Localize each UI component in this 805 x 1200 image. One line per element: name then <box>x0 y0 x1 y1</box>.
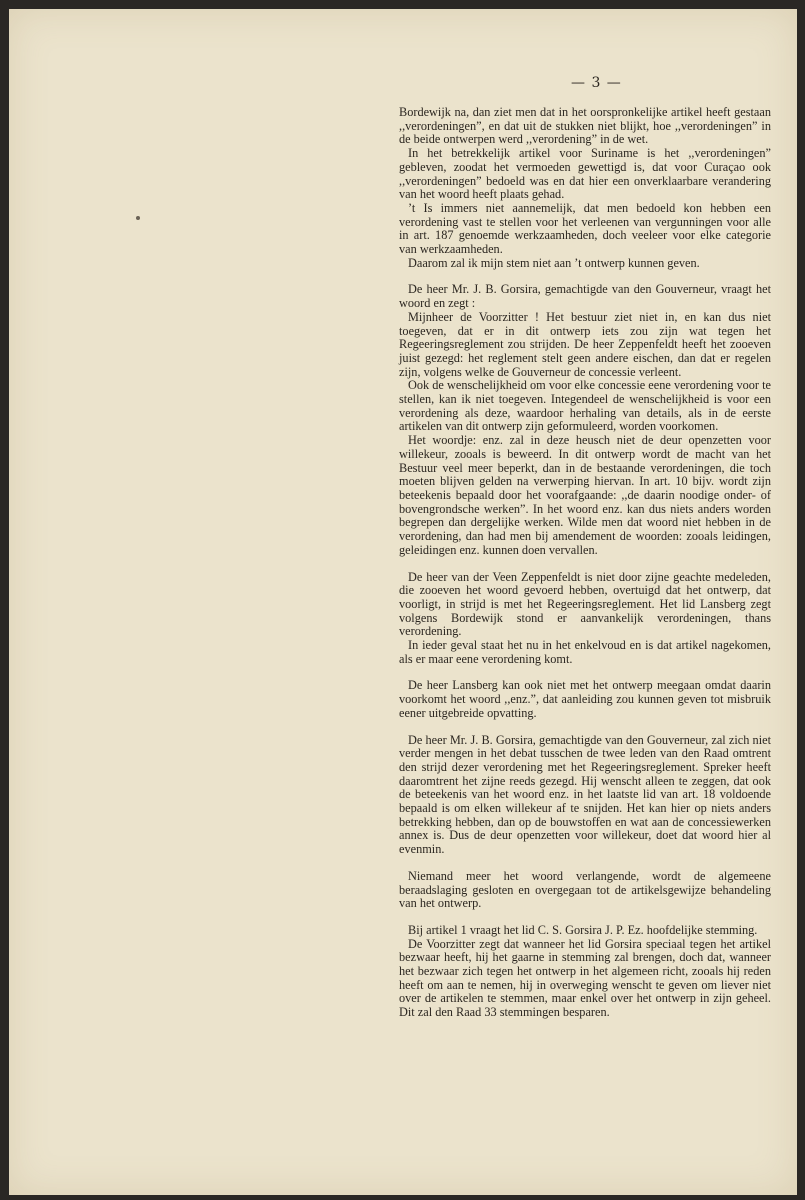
paragraph: Ook de wenschelijkheid om voor elke concessie eene verordening voor te stellen, kan ik niet toegeven. Integendeel de wenschelijkheid is voor een verordening als deze, waardoor herhaling van details, als in de eerste artikelen van dit ontwerp zijn geformuleerd, worden voorkomen. <box>399 378 771 434</box>
paragraph: Bordewijk na, dan ziet men dat in het oorspronkelijke artikel heeft gestaan ,,verordeningen”, en dat uit de stukken niet blijkt, hoe ,,verordeningen” in de beide ontwerpen werd ,,verordening” in de wet. <box>399 105 771 147</box>
paragraph: ’t Is immers niet aannemelijk, dat men bedoeld kon hebben een verordening vast te stellen voor het verleenen van vergunningen voor alle in art. 187 genoemde werkzaamheden, doch veeleer voor elke categorie van werkzaamheden. <box>399 200 771 257</box>
page-number: — 3 — <box>571 75 622 91</box>
paragraph: Mijnheer de Voorzitter ! Het bestuur ziet niet in, en kan dus niet toegeven, dat er in dit ontwerp iets zou zijn wat tegen het Regeeringsreglement zou strijden. De heer Zeppenfeldt heeft het zooeven juist gezegd: het reglement stelt geen andere eischen, dan dat er regelen zijn, volgens welke de Gouverneur de concessie verleent. <box>399 309 771 379</box>
margin-mark <box>136 216 140 220</box>
paragraph: Niemand meer het woord verlangende, wordt de algemeene beraadslaging gesloten en overgegaan tot de artikelsgewijze behandeling van het ontwerp. <box>399 868 771 911</box>
paragraph: In het betrekkelijk artikel voor Suriname is het ,,verordeningen” gebleven, zoodat het vermoeden gewettigd is, dat voor Curaçao ook ,,verordeningen” bedoeld was en dat hier een onverklaarbare verandering van het woord heeft plaats gehad. <box>399 146 771 202</box>
paragraph: Daarom zal ik mijn stem niet aan ’t ontwerp kunnen geven. <box>408 255 700 270</box>
paragraph: De heer Mr. J. B. Gorsira, gemachtigde van den Gouverneur, vraagt het woord en zegt : <box>399 282 771 311</box>
paragraph: De Voorzitter zegt dat wanneer het lid Gorsira speciaal tegen het artikel bezwaar heeft, hij het gaarne in stemming zal brengen, doch dat, wanneer het bezwaar zich tegen het ontwerp in het algemeen richt, zooals hij reden heeft om aan te nemen, hij in overweging wenscht te geven om liever niet over de artikelen te stemmen, maar enkel over het ontwerp in zijn geheel. Dit zal den Raad 33 stemmingen besparen. <box>399 936 771 1020</box>
paragraph: De heer van der Veen Zeppenfeldt is niet door zijne geachte medeleden, die zooeven het woord gevoerd hebben, overtuigd dat het ontwerp, dat voorligt, in strijd is met het Regeeringsreglement. Het lid Lansberg zegt volgens Bordewijk stond er aanvankelijk verordeningen, thans verordening. <box>399 569 771 639</box>
paragraph: Bij artikel 1 vraagt het lid C. S. Gorsira J. P. Ez. hoofdelijke stemming. <box>408 922 758 937</box>
paragraph: De heer Mr. J. B. Gorsira, gemachtigde van den Gouverneur, zal zich niet verder mengen in het debat tusschen de twee leden van den Raad omtrent den strijd dezer verordening met het Regeeringsreglement. Spreker heeft daaromtrent het zijne reeds gezegd. Hij wenscht alleen te zeggen, dat ook de beteekenis van het woord enz. in het laatste lid van art. 18 voldoende bepaald is om elken willekeur af te snijden. Het kan hier op niets anders betrekking hebben, dan op de bouwstoffen en wat aan de concessiewerken annex is. Dus de deur openzetten voor willekeur, doet dat woord hier al evenmin. <box>399 732 771 857</box>
document-page <box>9 9 797 1195</box>
paragraph: In ieder geval staat het nu in het enkelvoud en is dat artikel nagekomen, als er maar eene verordening komt. <box>399 638 771 666</box>
body-text <box>399 106 771 1020</box>
paragraph: De heer Lansberg kan ook niet met het ontwerp meegaan omdat daarin voorkomt het woord ,,enz.”, dat aanleiding zou kunnen geven tot misbruik eener uitgebreide opvatting. <box>399 678 771 720</box>
paragraph: Het woordje: enz. zal in deze heusch niet de deur openzetten voor willekeur, zooals is beweerd. In dit ontwerp wordt de macht van het Bestuur veel meer beperkt, dan in de bestaande verordeningen, die toch moeten blijven gelden na verwerping hiervan. In art. 10 bijv. wordt zijn beteekenis bepaald door het voorafgaande: ,,de daarin noodige onder- of bovengrondsche werken”. In het woord enz. kan dus niets anders worden begrepen dan dergelijke werken. Wilde men dat woord niet hebben in de verordening, dan had men bij amendement de woorden: zooals leidingen, geleidingen enz. kunnen doen vervallen. <box>399 433 771 557</box>
